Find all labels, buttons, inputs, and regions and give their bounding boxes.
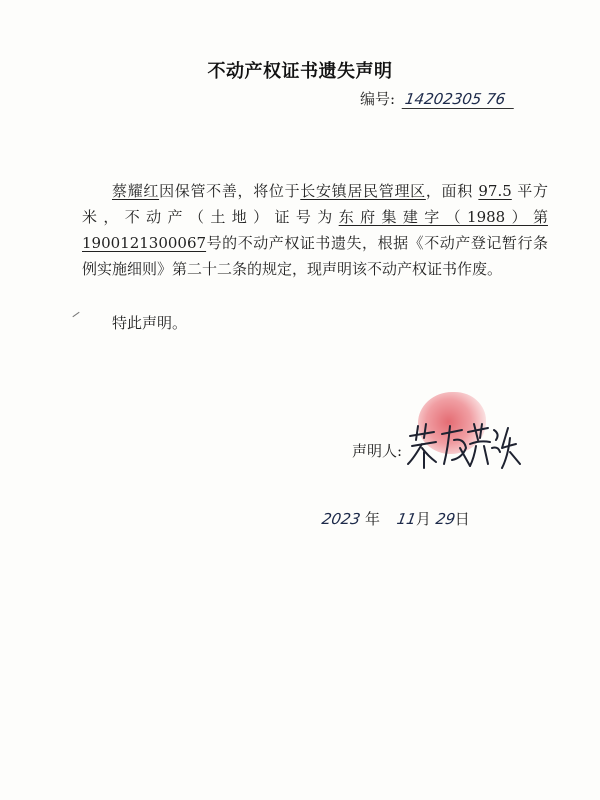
body-text-2: ，面积 [425, 182, 473, 200]
document-title: 不动产权证书遗失声明 [207, 61, 393, 82]
serial-value: 14202305 76 [402, 90, 517, 109]
date-year: 2023 [320, 510, 362, 528]
certificate-number: 东府集建字（1988）第 1900121300067 [82, 208, 548, 252]
handwritten-signature [404, 418, 522, 472]
body-text-3: 平方米，不动产（土地）证号为 [82, 182, 548, 226]
closing-statement: 特此声明。 [112, 314, 188, 332]
signature-label: 声明人: [352, 442, 403, 460]
serial-label: 编号: [360, 90, 396, 108]
date-month: 11 [395, 510, 418, 528]
date-day: 29 [434, 510, 457, 528]
date-line [322, 508, 470, 529]
declaration-body [82, 178, 548, 282]
body-text-4: 号的不动产权证书遗失，根据《不动产登记暂行条例实施细则》第二十二条的规定，现声明该不动产权证书作废。 [82, 234, 548, 278]
date-month-unit: 月 [415, 510, 431, 528]
body-text-1: 因保管不善，将位于 [159, 182, 301, 200]
date-day-unit: 日 [454, 510, 470, 528]
declarant-name: 蔡耀红 [112, 182, 160, 200]
date-year-unit: 年 [364, 510, 380, 528]
pen-mark [72, 312, 79, 317]
declaration-paragraph [82, 178, 548, 282]
property-area: 97.5 [478, 182, 512, 200]
serial-number-row [360, 88, 515, 109]
property-location: 长安镇居民管理区 [300, 182, 426, 200]
